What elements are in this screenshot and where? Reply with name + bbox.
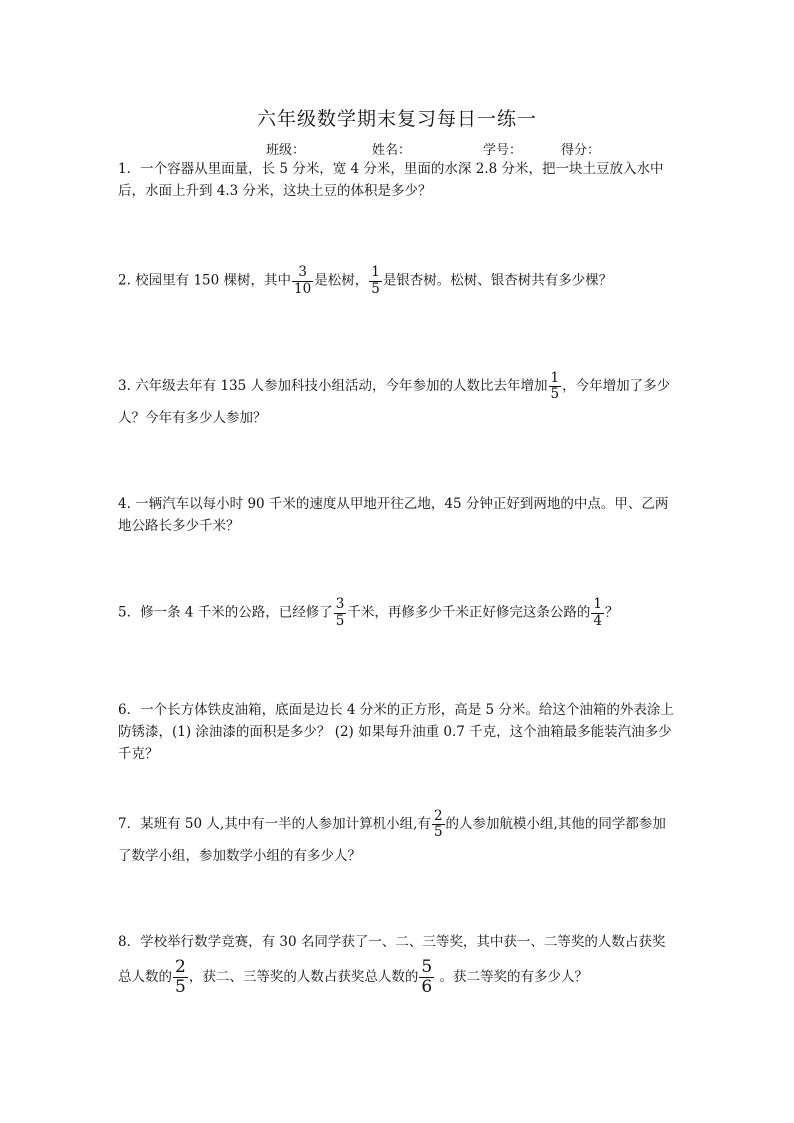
- fraction: [369, 266, 382, 296]
- numerator: 2: [433, 807, 443, 824]
- denominator: 10: [294, 280, 312, 297]
- question-7: [118, 808, 678, 872]
- fraction: [292, 266, 313, 296]
- denominator: 5: [433, 824, 443, 840]
- q2-text-2: 是松树，: [314, 272, 369, 289]
- q8-text-2: ，获二、三等奖的人数占获奖总人数的: [188, 969, 419, 985]
- numerator: 1: [593, 596, 602, 612]
- name-label: 姓名：: [372, 143, 412, 158]
- denominator: 4: [593, 612, 602, 629]
- denominator: 6: [421, 977, 433, 997]
- q8-text-1: 8．学校举行数学竞赛，有 30 名同学获了一、二、三等奖，其中获一、二等奖的人数占获奖总人数的: [118, 934, 666, 985]
- page-title: 六年级数学期末复习每日一练一: [256, 108, 537, 130]
- fraction: [173, 959, 188, 996]
- q7-text-1: 7．某班有 50 人,其中有一半的人参加计算机小组,有: [118, 816, 431, 832]
- denominator: 5: [550, 386, 560, 402]
- student-id-label: 学号：: [483, 143, 523, 158]
- numerator: 3: [335, 596, 345, 612]
- fraction: [591, 598, 604, 628]
- q2-text-3: 是银杏树。松树、银杏树共有多少棵？: [382, 272, 613, 289]
- fraction: [549, 369, 562, 402]
- numerator: 1: [550, 369, 560, 386]
- q5-text-1: 5．修一条 4 千米的公路，已经修了: [118, 604, 333, 621]
- question-6: 6．一个长方体铁皮油箱，底面是边长 4 分米的正方形，高是 5 分米。给这个油箱的外表涂上防锈漆，(1) 涂油漆的面积是多少？ (2) 如果每升油重 0.7 千克，这个油箱最多能装汽油多少千克？: [118, 702, 674, 762]
- fraction: [419, 959, 434, 996]
- q3-text-2: ，今年增加了多少人？今年有多少人参加？: [118, 378, 671, 426]
- numerator: 3: [292, 266, 313, 282]
- denominator: 5: [335, 612, 345, 629]
- q7-text-2: 的人参加航模小组,其他的同学都参加了数学小组，参加数学小组的有多少人？: [118, 816, 666, 864]
- q5-text-2: 千米，再修多少千米正好修完这条公路的: [347, 604, 591, 621]
- numerator: 1: [371, 264, 380, 280]
- question-2: [118, 266, 678, 296]
- q5-text-3: ？: [604, 604, 619, 621]
- numerator: 2: [175, 957, 186, 977]
- question-5: [118, 598, 678, 628]
- question-4: 4. 一辆汽车以每小时 90 千米的速度从甲地开往乙地，45 分钟正好到两地的中点。甲、乙两地公路长多少千米？: [118, 496, 669, 534]
- question-8: [118, 925, 678, 996]
- q2-text-1: 2. 校园里有 150 棵树，其中: [118, 272, 292, 289]
- q3-text-1: 3. 六年级去年有 135 人参加科技小组活动，今年参加的人数比去年增加: [118, 378, 548, 394]
- fraction: [432, 807, 445, 840]
- class-label: 班级：: [266, 143, 306, 158]
- question-3: [118, 370, 678, 434]
- fraction: [334, 598, 347, 628]
- denominator: 5: [175, 977, 186, 997]
- denominator: 5: [371, 280, 380, 297]
- question-1: 1．一个容器从里面量，长 5 分米，宽 4 分米，里面的水深 2.8 分米，把一块土豆放入水中后，水面上升到 4.3 分米，这块土豆的体积是多少？: [118, 161, 664, 199]
- score-label: 得分：: [561, 143, 601, 158]
- q8-text-3: 。获二等奖的有多少人？: [435, 969, 588, 985]
- numerator: 5: [421, 957, 433, 977]
